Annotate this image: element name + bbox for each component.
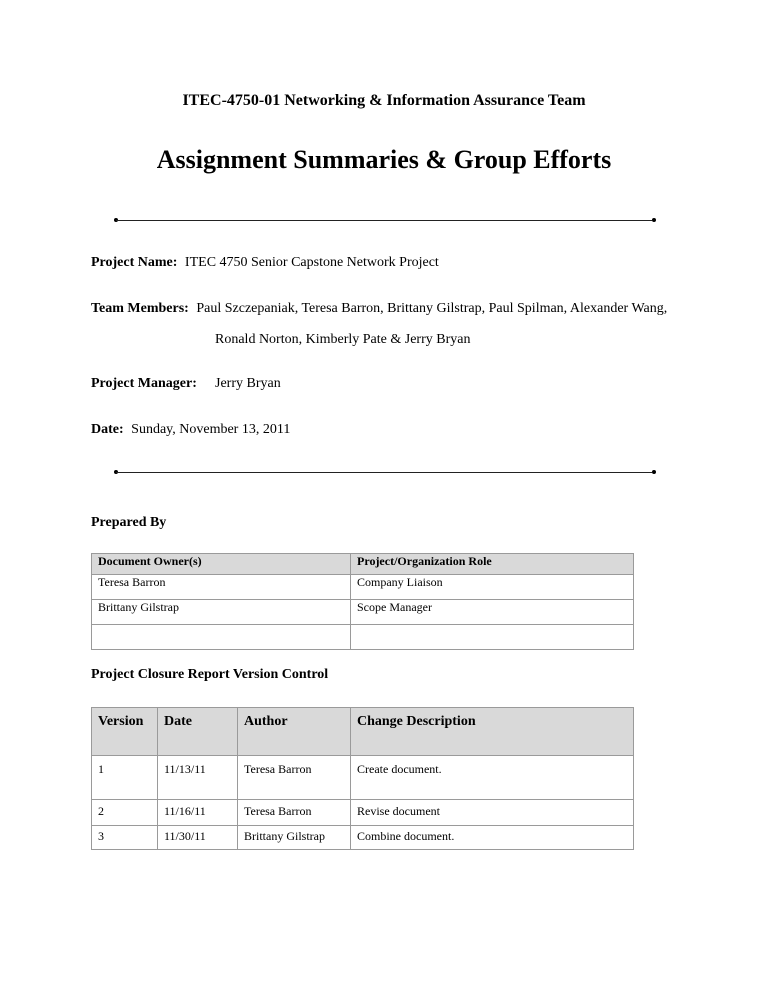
column-header: Date — [158, 708, 238, 756]
column-header: Change Description — [351, 708, 634, 756]
prepared-by-heading: Prepared By — [91, 515, 167, 530]
column-header: Author — [238, 708, 351, 756]
table-row — [92, 600, 634, 625]
project-name-value: ITEC 4750 Senior Capstone Network Project — [184, 255, 439, 270]
column-header: Version — [92, 708, 158, 756]
table-header-row — [92, 708, 634, 756]
project-name-line — [91, 255, 439, 271]
table-cell: Scope Manager — [351, 600, 634, 625]
table-cell: Create document. — [351, 756, 634, 800]
table-header-row — [92, 554, 634, 575]
team-members-line — [91, 301, 667, 317]
project-name-label: Project Name: — [91, 255, 178, 270]
table-cell: Company Liaison — [351, 575, 634, 600]
middle-divider — [116, 470, 654, 476]
table-row — [92, 575, 634, 600]
document-title: Assignment Summaries & Group Efforts — [156, 145, 612, 174]
table-cell: Teresa Barron — [238, 800, 351, 826]
project-manager-label: Project Manager: — [91, 376, 197, 391]
prepared-by-table — [91, 553, 634, 650]
table-row — [92, 800, 634, 826]
table-cell: 2 — [92, 800, 158, 826]
table-cell: 11/30/11 — [158, 826, 238, 850]
project-manager-line — [91, 376, 197, 392]
top-divider — [116, 218, 654, 224]
divider-right-dot — [652, 470, 656, 474]
project-manager-value: Jerry Bryan — [215, 376, 281, 391]
column-header: Document Owner(s) — [92, 554, 351, 575]
divider-line — [116, 220, 652, 221]
table-cell: Teresa Barron — [238, 756, 351, 800]
team-members-value-line2: Ronald Norton, Kimberly Pate & Jerry Bryan — [215, 332, 471, 347]
table-cell: Teresa Barron — [92, 575, 351, 600]
table-cell: 1 — [92, 756, 158, 800]
divider-right-dot — [652, 218, 656, 222]
table-row — [92, 756, 634, 800]
divider-line — [116, 472, 652, 473]
table-cell — [92, 625, 351, 650]
date-value: Sunday, November 13, 2011 — [131, 422, 291, 437]
team-members-label: Team Members: — [91, 301, 189, 316]
date-line — [91, 422, 290, 438]
version-control-table — [91, 707, 634, 850]
table-cell: 11/13/11 — [158, 756, 238, 800]
table-cell: Combine document. — [351, 826, 634, 850]
team-members-value-line1: Paul Szczepaniak, Teresa Barron, Brittany Gilstrap, Paul Spilman, Alexander Wang, — [196, 301, 668, 316]
date-label: Date: — [91, 422, 124, 437]
table-cell — [351, 625, 634, 650]
table-row — [92, 826, 634, 850]
table-cell: Brittany Gilstrap — [92, 600, 351, 625]
table-cell: 3 — [92, 826, 158, 850]
team-heading: ITEC-4750-01 Networking & Information Assurance Team — [182, 92, 586, 109]
version-control-heading: Project Closure Report Version Control — [91, 667, 329, 682]
table-cell: Revise document — [351, 800, 634, 826]
column-header: Project/Organization Role — [351, 554, 634, 575]
table-row — [92, 625, 634, 650]
table-cell: 11/16/11 — [158, 800, 238, 826]
table-cell: Brittany Gilstrap — [238, 826, 351, 850]
